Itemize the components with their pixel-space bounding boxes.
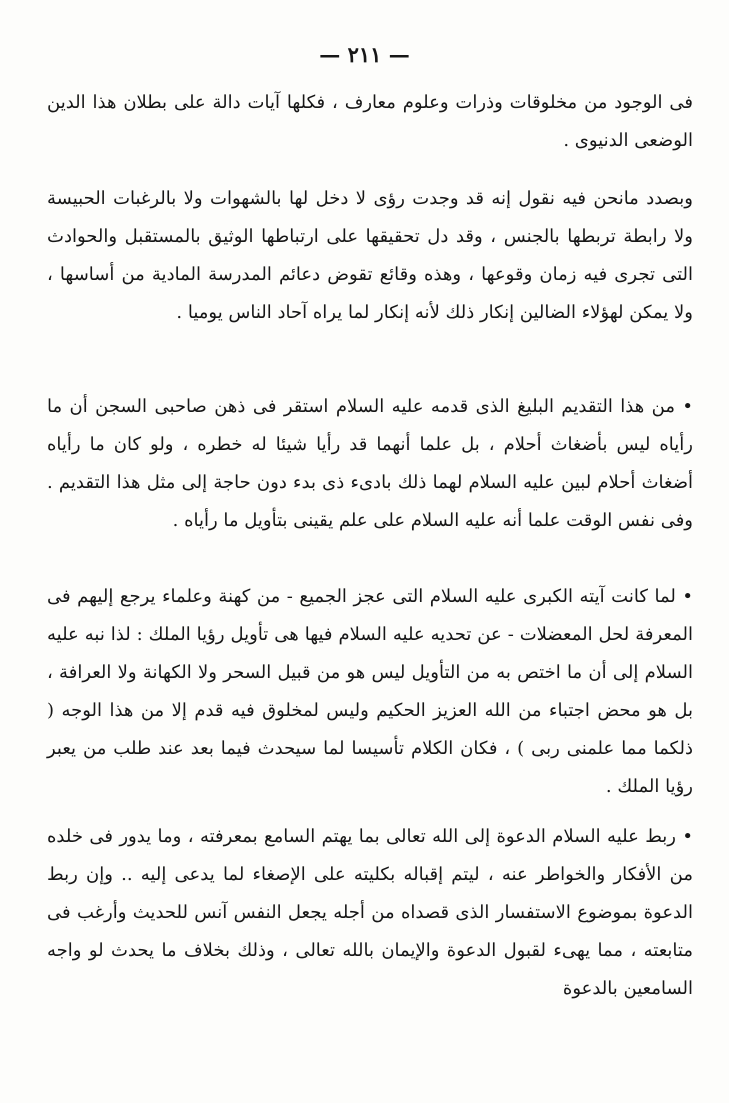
paragraph-continuation [47, 84, 693, 160]
paragraph-text: فى الوجود من مخلوقات وذرات وعلوم معارف ، فكلها آيات دالة على بطلان هذا الدين الوضعى الدنيوى . [47, 92, 693, 151]
page-number: — ٢١١ — [319, 42, 410, 67]
paragraph-interpretation-lesson [47, 578, 693, 806]
paragraph-text: • لما كانت آيته الكبرى عليه السلام التى عجز الجميع - من كهنة وعلماء يرجع إليهم فى المعرفة لحل المعضلات - عن تحديه عليه السلام فيها هى تأويل رؤيا الملك : لذا نبه عليه السلام إلى أن ما اختص به من التأويل ليس هو من قبيل السحر ولا الكهانة ولا العرافة ، بل هو محض اجتباء من الله العزيز الحكيم وليس لمخلوق فيه قدم إلا من هذا الوجه ( ذلكما مما علمنى ربى ) ، فكان الكلام تأسيسا لما سيحدث فيما بعد عند طلب من يعبر رؤيا الملك . [47, 586, 693, 797]
paragraph-text: وبصدد مانحن فيه نقول إنه قد وجدت رؤى لا دخل لها بالشهوات ولا بالرغبات الحبيسة ولا رابطة تربطها بالجنس ، وقد دل تحقيقها على ارتباطها الوثيق بالمستقبل والحوادث التى تجرى فيه زمان وقوعها ، وهذه وقائع تقوض دعائم المدرسة المادية من أساسها ، ولا يمكن لهؤلاء الضالين إنكار ذلك لأنه إنكار لما يراه آحاد الناس يوميا . [47, 188, 693, 323]
paragraph-introduction-lesson [47, 388, 693, 540]
paragraph-dawah-lesson [47, 818, 693, 1008]
paragraph-text: • من هذا التقديم البليغ الذى قدمه عليه السلام استقر فى ذهن صاحبى السجن أن ما رأياه ليس بأضغاث أحلام ، بل علما أنهما قد رأيا شيئا له خطره ، ولو كان ما رأياه أضغاث أحلام لبين عليه السلام لهما ذلك بادىء ذى بدء دون حاجة إلى مثل هذا التقديم . وفى نفس الوقت علما أنه عليه السلام على علم يقينى بتأويل ما رأياه . [47, 396, 693, 531]
paragraph-text: • ربط عليه السلام الدعوة إلى الله تعالى بما يهتم السامع بمعرفته ، وما يدور فى خلده من الأفكار والخواطر عنه ، ليتم إقباله بكليته على الإصغاء لما يدعى إليه .. وإن ربط الدعوة بموضوع الاستفسار الذى قصداه من أجله يجعل النفس آنس للحديث وأرغب فى متابعته ، مما يهىء لقبول الدعوة والإيمان بالله تعالى ، وذلك بخلاف ما يحدث لو واجه السامعين بالدعوة [47, 826, 693, 999]
paragraph-prophetic-dreams [47, 180, 693, 332]
